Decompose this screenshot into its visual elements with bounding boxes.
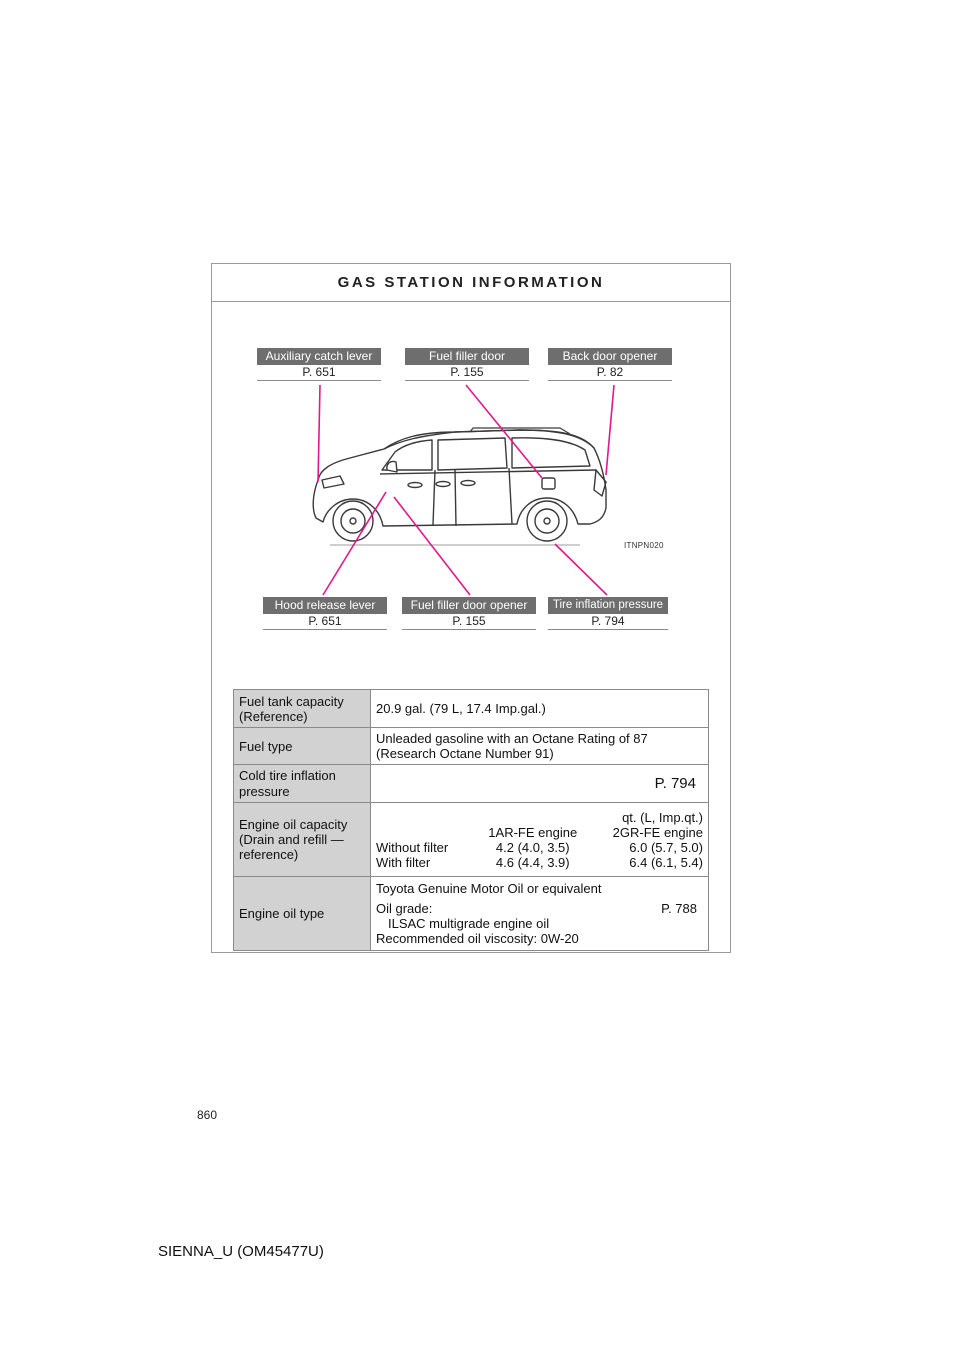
oil-row-value-1ar: 4.2 (4.0, 3.5) xyxy=(495,839,570,855)
callout-page-ref: P. 651 xyxy=(257,365,381,381)
engine-oil-type-value xyxy=(371,877,709,951)
callout-label: Fuel filler door xyxy=(405,348,529,365)
table-row-cold-tire xyxy=(234,765,709,803)
footer-doc-id: SIENNA_U (OM45477U) xyxy=(158,1243,324,1260)
table-row-fuel-type xyxy=(234,728,709,765)
callout-back-door-opener xyxy=(548,348,672,381)
engine-oil-capacity-label: Engine oil capacity (Drain and refill — reference) xyxy=(234,803,371,877)
side-mirror xyxy=(387,461,397,472)
page-number: 860 xyxy=(197,1108,218,1122)
callout-page-ref: P. 794 xyxy=(548,614,668,630)
window-rear xyxy=(512,438,590,468)
oil-viscosity: Recommended oil viscosity: 0W-20 xyxy=(376,931,579,946)
oil-capacity-grid xyxy=(376,825,703,870)
callout-fuel-filler-door xyxy=(405,348,529,381)
callout-label: Tire inflation pressure xyxy=(548,597,668,614)
oil-row-name: With filter xyxy=(376,854,431,870)
fuel-type-line1: Unleaded gasoline with an Octane Rating of 87 xyxy=(376,731,648,746)
door-line-front xyxy=(433,470,435,525)
door-line-rear xyxy=(509,468,512,524)
door-handle-middle xyxy=(436,482,450,487)
engine-oil-type-label: Engine oil type xyxy=(234,877,371,951)
leader-auxiliary xyxy=(318,385,320,482)
callout-label: Hood release lever xyxy=(263,597,387,614)
oil-grade-ref: P. 788 xyxy=(661,901,697,916)
minivan-drawing xyxy=(313,428,606,545)
window-middle xyxy=(438,438,507,470)
oil-col-2gr: 2GR-FE engine xyxy=(612,824,703,840)
leader-back-door xyxy=(606,385,614,475)
fuel-type-value xyxy=(371,728,709,765)
table-row-engine-oil-capacity xyxy=(234,803,709,877)
callout-label: Fuel filler door opener xyxy=(402,597,536,614)
callout-page-ref: P. 155 xyxy=(405,365,529,381)
oil-capacity-units: qt. (L, Imp.qt.) xyxy=(622,809,703,825)
callout-page-ref: P. 155 xyxy=(402,614,536,630)
fuel-tank-value: 20.9 gal. (79 L, 17.4 Imp.gal.) xyxy=(371,690,709,728)
callout-page-ref: P. 82 xyxy=(548,365,672,381)
oil-row-value-1ar: 4.6 (4.4, 3.9) xyxy=(495,854,570,870)
oil-grade-row xyxy=(376,901,703,916)
callout-page-ref: P. 651 xyxy=(263,614,387,630)
fuel-type-line2: (Research Octane Number 91) xyxy=(376,746,554,761)
table-row-fuel-tank xyxy=(234,690,709,728)
headlight xyxy=(322,476,344,488)
door-handle-rear xyxy=(461,481,475,486)
front-wheel xyxy=(333,501,373,541)
leader-lines xyxy=(318,385,614,595)
rear-wheel xyxy=(527,501,567,541)
door-handle-front xyxy=(408,483,422,488)
oil-row-name: Without filter xyxy=(376,839,449,855)
callout-label: Back door opener xyxy=(548,348,672,365)
figure-code: ITNPN020 xyxy=(624,541,664,550)
gas-station-info-table xyxy=(233,689,709,951)
oil-grade-value: ILSAC multigrade engine oil xyxy=(388,916,550,931)
oil-grade-label: Oil grade: xyxy=(376,901,433,916)
oil-col-1ar: 1AR-FE engine xyxy=(488,824,578,840)
callout-auxiliary-catch-lever xyxy=(257,348,381,381)
fuel-tank-label: Fuel tank capacity (Reference) xyxy=(234,690,371,728)
leader-tire xyxy=(555,544,607,595)
rear-lamp xyxy=(594,470,606,496)
table-row-engine-oil-type xyxy=(234,877,709,951)
oil-row-value-2gr: 6.0 (5.7, 5.0) xyxy=(629,839,703,855)
leader-fuel-opener xyxy=(394,497,470,595)
callout-fuel-filler-door-opener xyxy=(402,597,536,630)
cold-tire-label: Cold tire inflation pressure xyxy=(234,765,371,803)
engine-oil-capacity-value xyxy=(371,803,709,877)
fuel-type-label: Fuel type xyxy=(234,728,371,765)
oil-type-line1: Toyota Genuine Motor Oil or equivalent xyxy=(376,881,602,896)
callout-hood-release-lever xyxy=(263,597,387,630)
callout-tire-inflation-pressure xyxy=(548,597,668,630)
oil-row-value-2gr: 6.4 (6.1, 5.4) xyxy=(629,854,703,870)
door-line-middle xyxy=(455,470,456,526)
panel-title: GAS STATION INFORMATION xyxy=(337,274,605,291)
callout-label: Auxiliary catch lever xyxy=(257,348,381,365)
fuel-door-shape xyxy=(542,478,555,489)
cold-tire-value: P. 794 xyxy=(371,765,709,803)
